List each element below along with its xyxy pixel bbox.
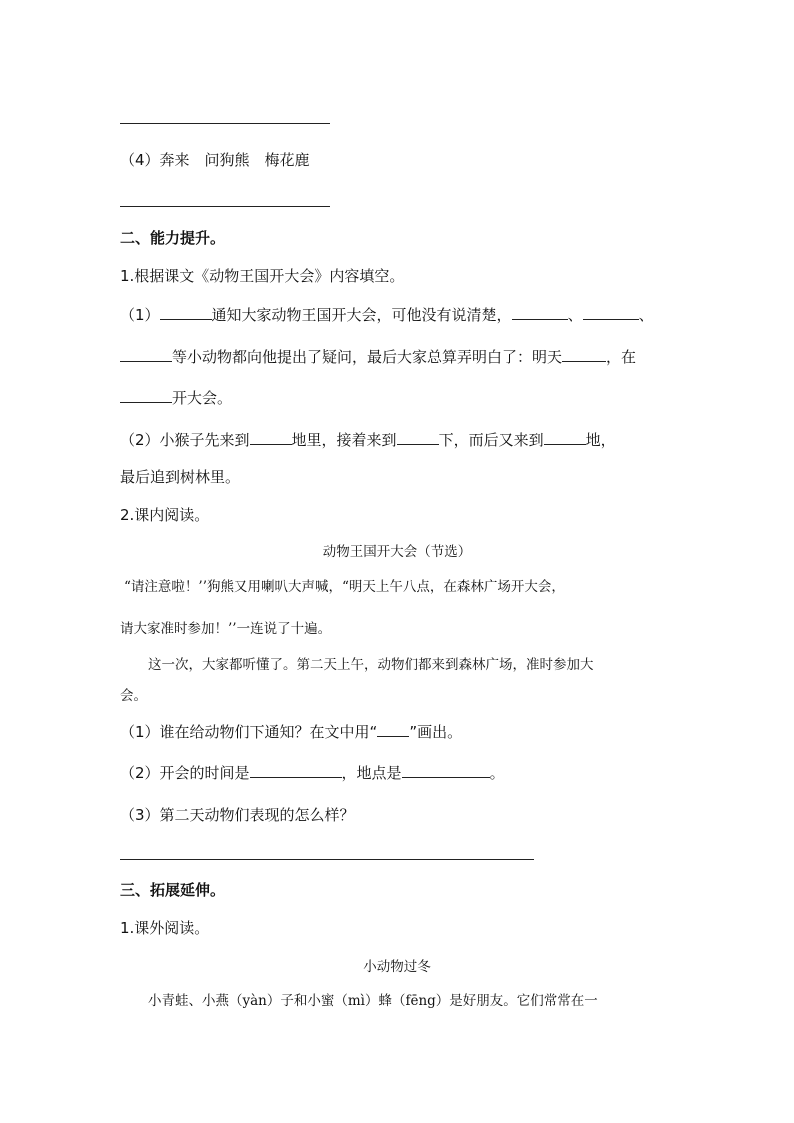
- question-line: 最后追到树林里。: [120, 468, 241, 486]
- text: （1）: [120, 306, 160, 324]
- text: ”画出。: [409, 723, 463, 741]
- text: 。: [489, 764, 505, 782]
- item-4: （4）奔来 问狗熊 梅花鹿: [120, 151, 310, 169]
- passage-line: 请大家准时参加！’’一连说了十遍。: [120, 621, 332, 637]
- fill-blank[interactable]: [397, 430, 439, 445]
- text: ，地点是: [341, 764, 402, 782]
- answer-line: [120, 859, 534, 860]
- fill-blank[interactable]: [250, 430, 292, 445]
- question-line: [120, 763, 505, 783]
- fill-blank[interactable]: [120, 347, 172, 362]
- text: 等小动物都向他提出了疑问，最后大家总算弄明白了：明天: [172, 348, 563, 366]
- text: ，在: [606, 348, 637, 366]
- text: 、: [638, 306, 654, 324]
- section-heading: 三、拓展延伸。: [120, 881, 226, 899]
- fill-blank[interactable]: [160, 305, 212, 320]
- fill-blank[interactable]: [583, 305, 639, 320]
- question-line: [120, 388, 232, 408]
- answer-line: [120, 206, 330, 207]
- fill-blank[interactable]: [250, 763, 342, 778]
- text: 通知大家动物王国开大会，可他没有说清楚，: [211, 306, 512, 324]
- question-intro: 2.课内阅读。: [120, 506, 210, 524]
- text: 、: [567, 306, 583, 324]
- text: （1）谁在给动物们下通知？在文中用“: [120, 723, 378, 741]
- question-line: [120, 305, 654, 325]
- passage-line: 小青蛙、小燕（yàn）子和小蜜（mì）蜂（fēng）是好朋友。它们常常在一: [148, 993, 598, 1009]
- question-line: [120, 430, 616, 450]
- passage-line: “请注意啦！’’狗熊又用喇叭大声喊，“明天上午八点，在森林广场开大会，: [124, 579, 565, 595]
- passage-title: 小动物过冬: [363, 959, 431, 975]
- text: 地，: [585, 431, 616, 449]
- fill-blank[interactable]: [120, 388, 172, 403]
- passage-line: 这一次，大家都听懂了。第二天上午，动物们都来到森林广场，准时参加大: [148, 657, 594, 673]
- passage-line: 会。: [120, 688, 147, 704]
- text: 下，而后又来到: [438, 431, 544, 449]
- section-heading: 二、能力提升。: [120, 229, 226, 247]
- fill-blank[interactable]: [377, 722, 409, 737]
- question-intro: 1.课外阅读。: [120, 919, 210, 937]
- answer-line: [120, 123, 330, 124]
- question-intro: 1.根据课文《动物王国开大会》内容填空。: [120, 267, 405, 285]
- fill-blank[interactable]: [402, 763, 490, 778]
- question-line: [120, 347, 636, 367]
- fill-blank[interactable]: [544, 430, 586, 445]
- question-line: [120, 722, 462, 742]
- text: 开大会。: [172, 389, 233, 407]
- text: （2）小猴子先来到: [120, 431, 250, 449]
- fill-blank[interactable]: [512, 305, 568, 320]
- passage-title: 动物王国开大会（节选）: [322, 544, 472, 560]
- text: （2）开会的时间是: [120, 764, 250, 782]
- text: 地里，接着来到: [291, 431, 397, 449]
- fill-blank[interactable]: [562, 347, 606, 362]
- question-line: （3）第二天动物们表现的怎么样？: [120, 806, 355, 824]
